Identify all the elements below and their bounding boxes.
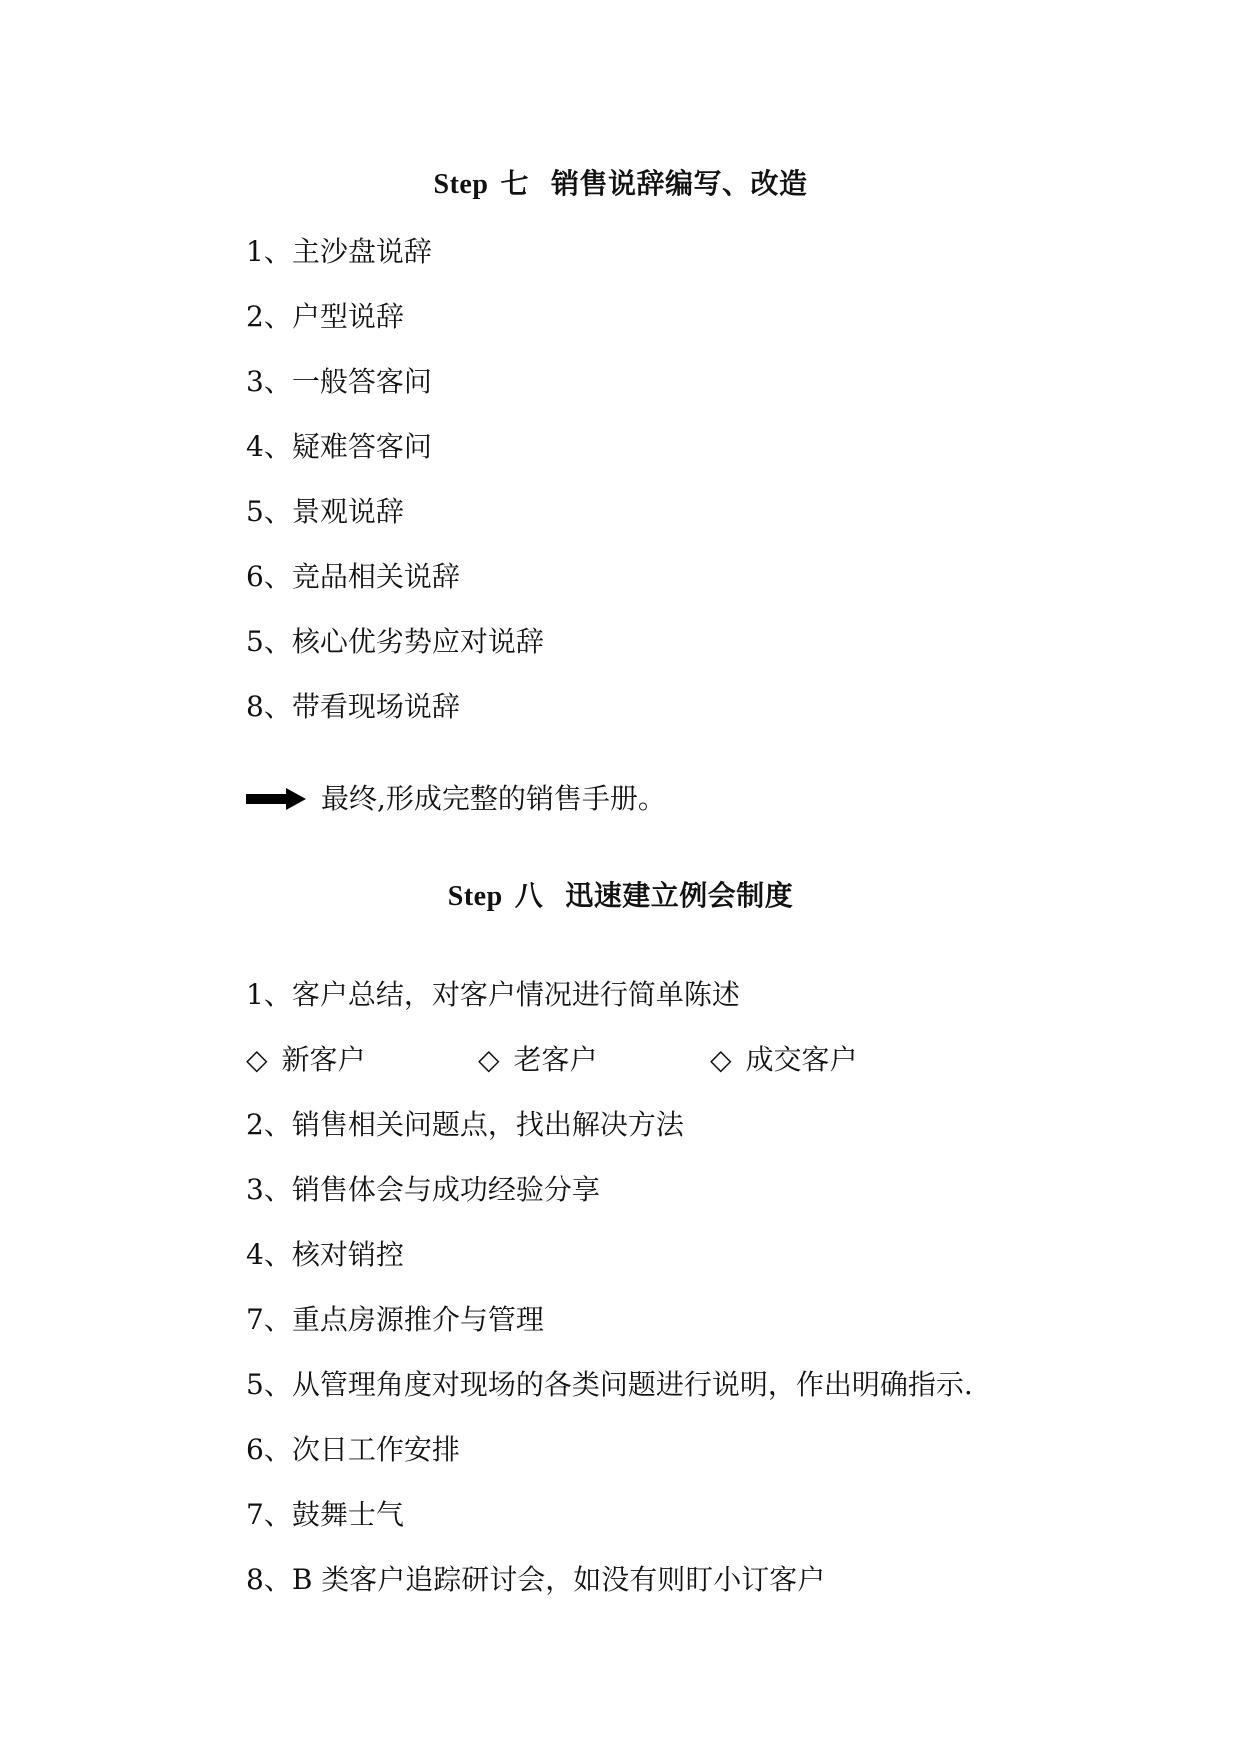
section7-list-item: 1、主沙盘说辞: [246, 235, 432, 268]
section8-step-word: Step: [447, 881, 503, 912]
section8-list-item: 2、销售相关问题点，找出解决方法: [246, 1108, 684, 1141]
section8-list-item: 8、B 类客户追踪研讨会，如没有则盯小订客户: [246, 1563, 826, 1596]
section8-list-item: 5、从管理角度对现场的各类问题进行说明，作出明确指示.: [246, 1368, 973, 1401]
customer-type-label: 新客户: [281, 1043, 366, 1076]
diamond-icon: ◇: [246, 1043, 268, 1076]
section7-list-item: 6、竞品相关说辞: [246, 560, 460, 593]
section8-list-item: 6、次日工作安排: [246, 1433, 460, 1466]
section8-heading: [0, 876, 1241, 917]
section8-list-item: 7、鼓舞士气: [246, 1498, 404, 1531]
customer-type-closed: [710, 1040, 858, 1080]
section8-list-item: 3、销售体会与成功经验分享: [246, 1173, 600, 1206]
section7-step-word: Step: [433, 169, 489, 200]
customer-type-label: 成交客户: [745, 1043, 858, 1076]
section8-list-item: 7、重点房源推介与管理: [246, 1303, 544, 1336]
diamond-icon: ◇: [710, 1043, 732, 1076]
right-arrow-icon: [246, 788, 306, 810]
section7-list-item: 2、户型说辞: [246, 300, 404, 333]
section8-list-item: 4、核对销控: [246, 1238, 404, 1271]
section7-list-item: 3、一般答客问: [246, 365, 432, 398]
section7-conclusion: 最终,形成完整的销售手册。: [321, 782, 666, 815]
section8-title: 迅速建立例会制度: [565, 879, 794, 912]
section8-step-number: 八: [514, 879, 544, 912]
section8-list-item: 1、客户总结，对客户情况进行简单陈述: [246, 978, 740, 1011]
section7-list-item: 5、核心优劣势应对说辞: [246, 625, 544, 658]
section7-list-item: 4、疑难答客问: [246, 430, 432, 463]
section7-step-number: 七: [500, 167, 529, 200]
section7-title: 销售说辞编写、改造: [550, 167, 808, 200]
customer-type-new: [246, 1040, 366, 1080]
section7-list-item: 8、带看现场说辞: [246, 690, 460, 723]
customer-type-label: 老客户: [513, 1043, 598, 1076]
section7-list-item: 5、景观说辞: [246, 495, 404, 528]
section7-heading: [0, 164, 1241, 205]
customer-type-old: [478, 1040, 598, 1080]
diamond-icon: ◇: [478, 1043, 500, 1076]
